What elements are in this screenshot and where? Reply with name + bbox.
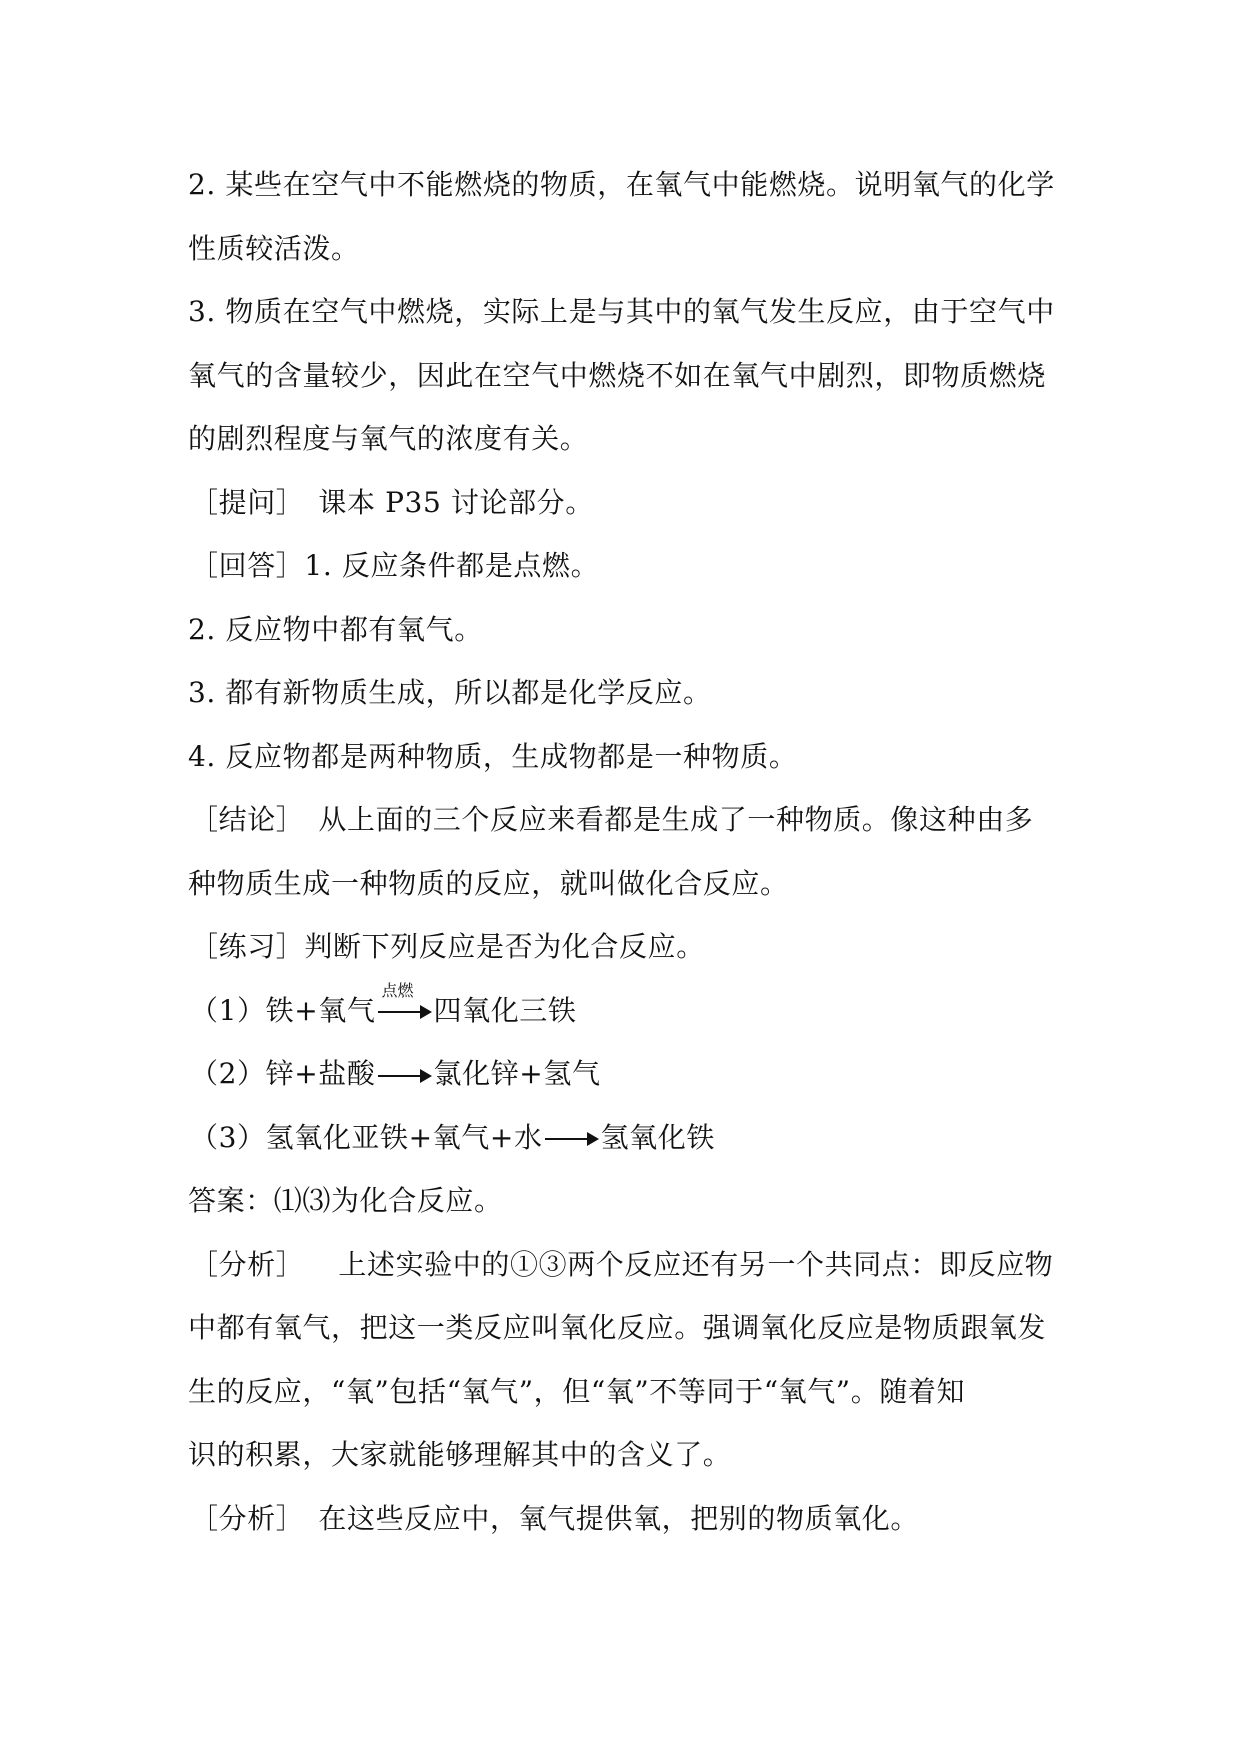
- question-paragraph: [188, 471, 1068, 535]
- document-page: [188, 153, 1068, 1550]
- reaction-number: （2）: [190, 1057, 266, 1090]
- text-line: 3. 物质在空气中燃烧，实际上是与其中的氧气发生反应，由于空气中: [188, 295, 1055, 328]
- text-line: 性质较活泼。: [188, 231, 360, 265]
- reaction-arrow-icon: [378, 981, 432, 1022]
- reactants: 氢氧化亚铁+氧气+水: [265, 1120, 543, 1154]
- analysis-text: 在这些反应中，氧气提供氧，把别的物质氧化。: [318, 1501, 920, 1535]
- analysis-paragraph-1: [188, 1233, 1068, 1487]
- products: 氢氧化铁: [600, 1120, 715, 1154]
- conclusion-paragraph: [188, 788, 1068, 915]
- text-line: [188, 788, 1068, 852]
- text-line: [188, 471, 1068, 535]
- reaction-number: （1）: [190, 993, 266, 1027]
- text-line: [188, 1487, 1068, 1551]
- text-line: [188, 534, 1068, 598]
- products: 四氧化三铁: [433, 993, 577, 1027]
- text-line: 3. 都有新物质生成，所以都是化学反应。: [188, 676, 712, 709]
- paragraph-point-2: [188, 153, 1068, 280]
- reaction-line-1: [188, 979, 1068, 1043]
- text-line: 2. 某些在空气中不能燃烧的物质，在氧气中能燃烧。说明氧气的化学: [188, 168, 1055, 201]
- reaction-line-3: [188, 1106, 1068, 1170]
- text-line: 的剧烈程度与氧气的浓度有关。: [188, 422, 589, 455]
- answer-paragraph: [188, 534, 1068, 788]
- section-tag: ［提问］: [190, 485, 305, 519]
- text-line: 2. 反应物中都有氧气。: [188, 612, 483, 646]
- section-tag: ［练习］: [190, 930, 305, 963]
- text-line: 识的积累，大家就能够理解其中的含义了。: [188, 1438, 732, 1471]
- text-line: 生的反应，“氧”包括“氧气”，但“氧”不等同于“氧气”。随着知: [188, 1374, 966, 1408]
- reaction-condition: 点燃: [381, 981, 414, 1000]
- section-tag: ［分析］: [190, 1501, 305, 1535]
- text-line: 氧气的含量较少，因此在空气中燃烧不如在氧气中剧烈，即物质燃烧: [188, 358, 1047, 392]
- reaction-line-2: [188, 1042, 1068, 1106]
- answer-text: 1. 反应条件都是点燃。: [304, 549, 600, 582]
- text-line: 中都有氧气，把这一类反应叫氧化反应。强调氧化反应是物质跟氧发: [188, 1311, 1047, 1344]
- section-tag: ［分析］: [190, 1247, 305, 1281]
- reaction-arrow-icon: [378, 1066, 432, 1086]
- reaction-number: （3）: [190, 1120, 266, 1154]
- section-tag: ［结论］: [190, 803, 305, 836]
- answer-line: 答案：⑴⑶为化合反应。: [188, 1184, 503, 1217]
- text-line: [188, 915, 1068, 979]
- paragraph-point-3: [188, 280, 1068, 471]
- exercise-paragraph: [188, 915, 1068, 1233]
- reaction-arrow-icon: [545, 1129, 599, 1149]
- text-line: [188, 1233, 1068, 1297]
- analysis-paragraph-2: [188, 1487, 1068, 1551]
- products: 氯化锌+氢气: [433, 1057, 601, 1090]
- reactants: 锌+盐酸: [265, 1057, 376, 1090]
- text-line: 4. 反应物都是两种物质，生成物都是一种物质。: [188, 739, 798, 773]
- section-tag: ［回答］: [190, 549, 305, 582]
- exercise-text: 判断下列反应是否为化合反应。: [304, 930, 705, 963]
- analysis-text: 上述实验中的①③两个反应还有另一个共同点：即反应物: [338, 1247, 1054, 1281]
- reactants: 铁+氧气: [265, 993, 376, 1027]
- question-text: 课本 P35 讨论部分。: [318, 485, 594, 519]
- conclusion-text: 从上面的三个反应来看都是生成了一种物质。像这种由多: [318, 803, 1034, 836]
- text-line: 种物质生成一种物质的反应，就叫做化合反应。: [188, 866, 789, 900]
